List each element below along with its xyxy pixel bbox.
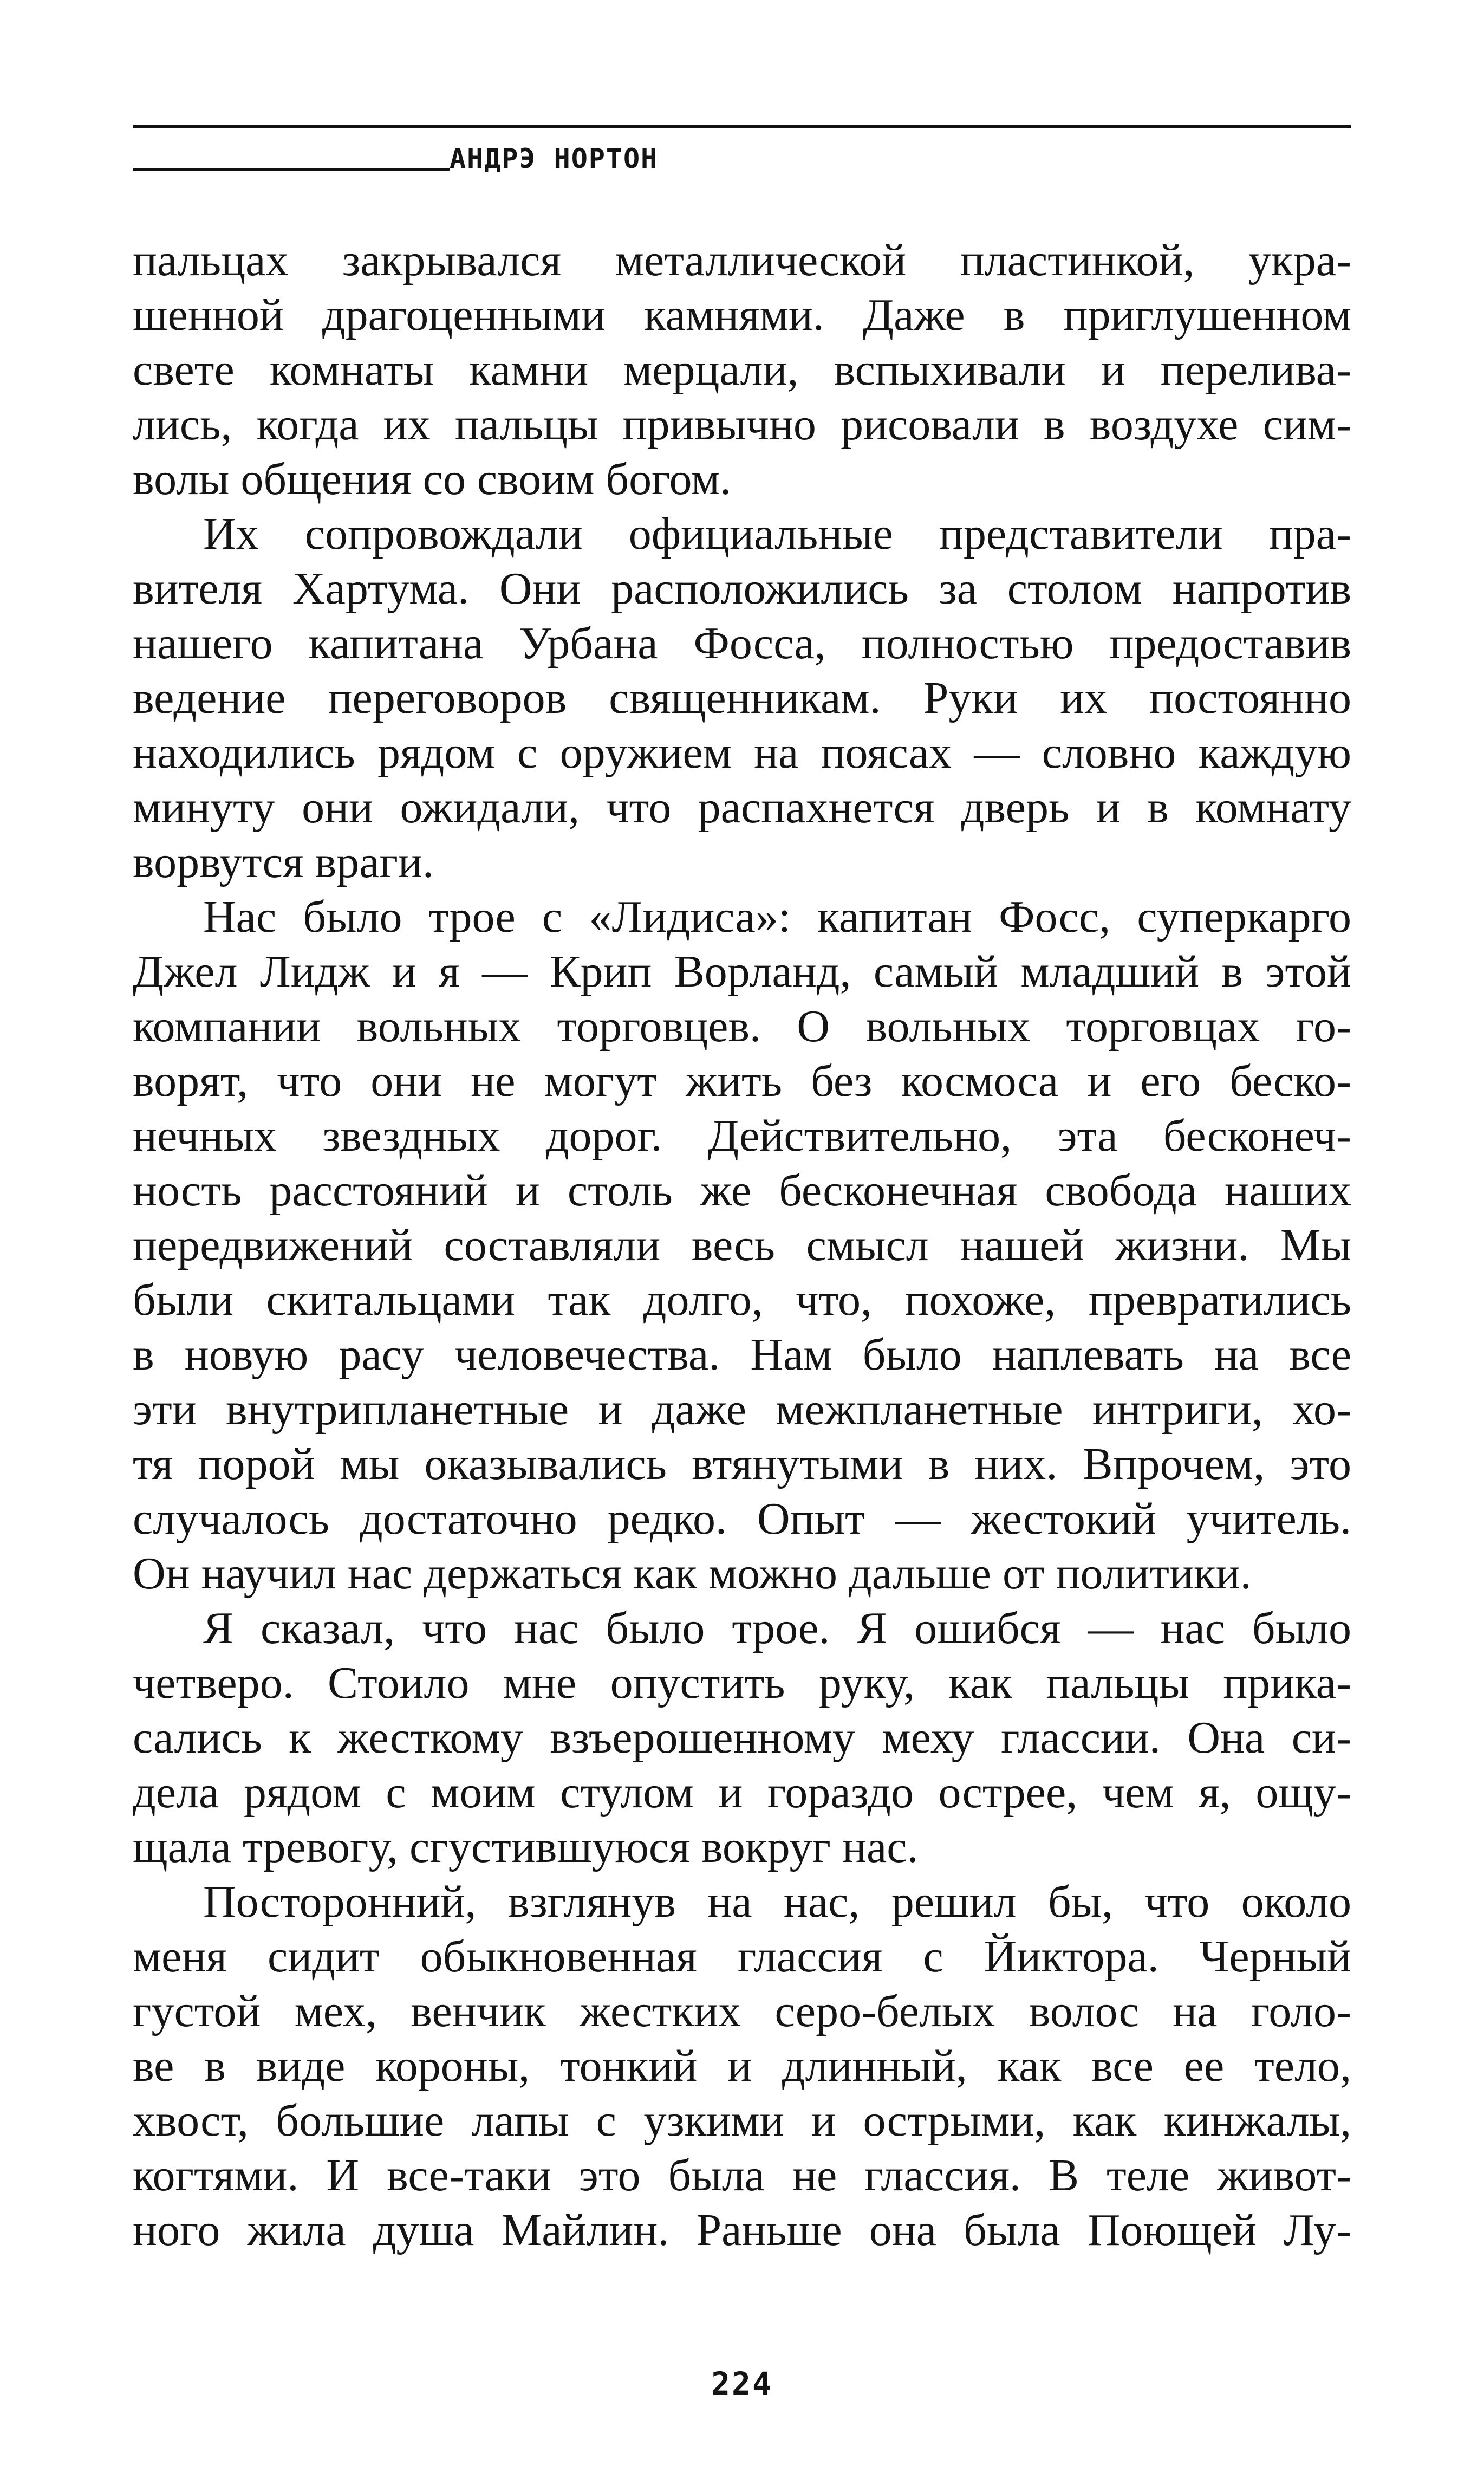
text-line: ве в виде короны, тонкий и длинный, как все ее тело, xyxy=(133,2041,1351,2091)
text-line: случалось достаточно редко. Опыт — жестокий учитель. xyxy=(133,1494,1351,1544)
text-line: густой мех, венчик жестких серо-белых волос на голо- xyxy=(133,1986,1351,2036)
paragraph xyxy=(133,507,1351,890)
text-line: меня сидит обыкновенная глассия с Йиктора. Черный xyxy=(133,1931,1351,1982)
text-line: ворят, что они не могут жить без космоса и его беско- xyxy=(133,1056,1351,1106)
text-line: Их сопровождали официальные представители пра- xyxy=(203,509,1351,559)
text-line: эти внутрипланетные и даже межпланетные интриги, хо- xyxy=(133,1384,1351,1435)
text-line: ведение переговоров священникам. Руки их постоянно xyxy=(133,673,1351,723)
text-line: Джел Лидж и я — Крип Ворланд, самый младший в этой xyxy=(133,946,1351,997)
text-line: были скитальцами так долго, что, похоже, превратились xyxy=(133,1275,1351,1325)
text-line: пальцах закрывался металлической пластинкой, укра- xyxy=(133,235,1351,286)
text-line: лись, когда их пальцы привычно рисовали в воздухе сим- xyxy=(133,399,1351,450)
paragraph xyxy=(133,233,1351,507)
text-line: ность расстояний и столь же бесконечная свобода наших xyxy=(133,1165,1351,1216)
text-line: свете комнаты камни мерцали, вспыхивали и перелива- xyxy=(133,345,1351,395)
running-header xyxy=(133,140,1351,183)
text-line: волы общения со своим богом. xyxy=(133,454,732,504)
text-line: вителя Хартума. Они расположились за столом напротив xyxy=(133,563,1351,614)
paragraph xyxy=(133,890,1351,1601)
text-line: находились рядом с оружием на поясах — словно каждую xyxy=(133,728,1351,778)
text-line: хвост, большие лапы с узкими и острыми, как кинжалы, xyxy=(133,2095,1351,2146)
page-number: 224 xyxy=(711,2365,773,2402)
text-line: щала тревогу, сгустившуюся вокруг нас. xyxy=(133,1822,919,1872)
text-line: передвижений составляли весь смысл нашей жизни. Мы xyxy=(133,1220,1351,1270)
text-line: минуту они ожидали, что распахнется дверь и в комнату xyxy=(133,782,1351,833)
text-line: ного жила душа Майлин. Раньше она была Поющей Лу- xyxy=(133,2205,1351,2255)
text-line: сались к жесткому взъерошенному меху глассии. Она си- xyxy=(133,1712,1351,1763)
text-line: Он научил нас держаться как можно дальше от политики. xyxy=(133,1548,1252,1599)
body-text xyxy=(133,233,1351,2257)
header-rule xyxy=(133,168,450,171)
text-line: ворвутся враги. xyxy=(133,837,434,887)
text-line: дела рядом с моим стулом и гораздо острее, чем я, ощу- xyxy=(133,1767,1351,1818)
text-line: Нас было трое с «Лидиса»: капитан Фосс, суперкарго xyxy=(203,892,1351,942)
text-line: тя порой мы оказывались втянутыми в них. Впрочем, это xyxy=(133,1439,1351,1489)
running-head-author: АНДРЭ НОРТОН xyxy=(450,143,659,174)
text-line: Посторонний, взглянув на нас, решил бы, что около xyxy=(203,1877,1351,1927)
text-line: нечных звездных дорог. Действительно, эта бесконеч- xyxy=(133,1111,1351,1161)
text-line: четверо. Стоило мне опустить руку, как пальцы прика- xyxy=(133,1658,1351,1708)
text-line: когтями. И все-таки это была не глассия. В теле живот- xyxy=(133,2150,1351,2201)
text-line: шенной драгоценными камнями. Даже в приглушенном xyxy=(133,290,1351,340)
text-line: компании вольных торговцев. О вольных торговцах го- xyxy=(133,1001,1351,1052)
top-rule xyxy=(133,125,1351,128)
paragraph xyxy=(133,1874,1351,2257)
text-line: Я сказал, что нас было трое. Я ошибся — нас было xyxy=(203,1603,1351,1653)
paragraph xyxy=(133,1601,1351,1874)
text-line: нашего капитана Урбана Фосса, полностью предоставив xyxy=(133,618,1351,669)
text-line: в новую расу человечества. Нам было наплевать на все xyxy=(133,1329,1351,1380)
